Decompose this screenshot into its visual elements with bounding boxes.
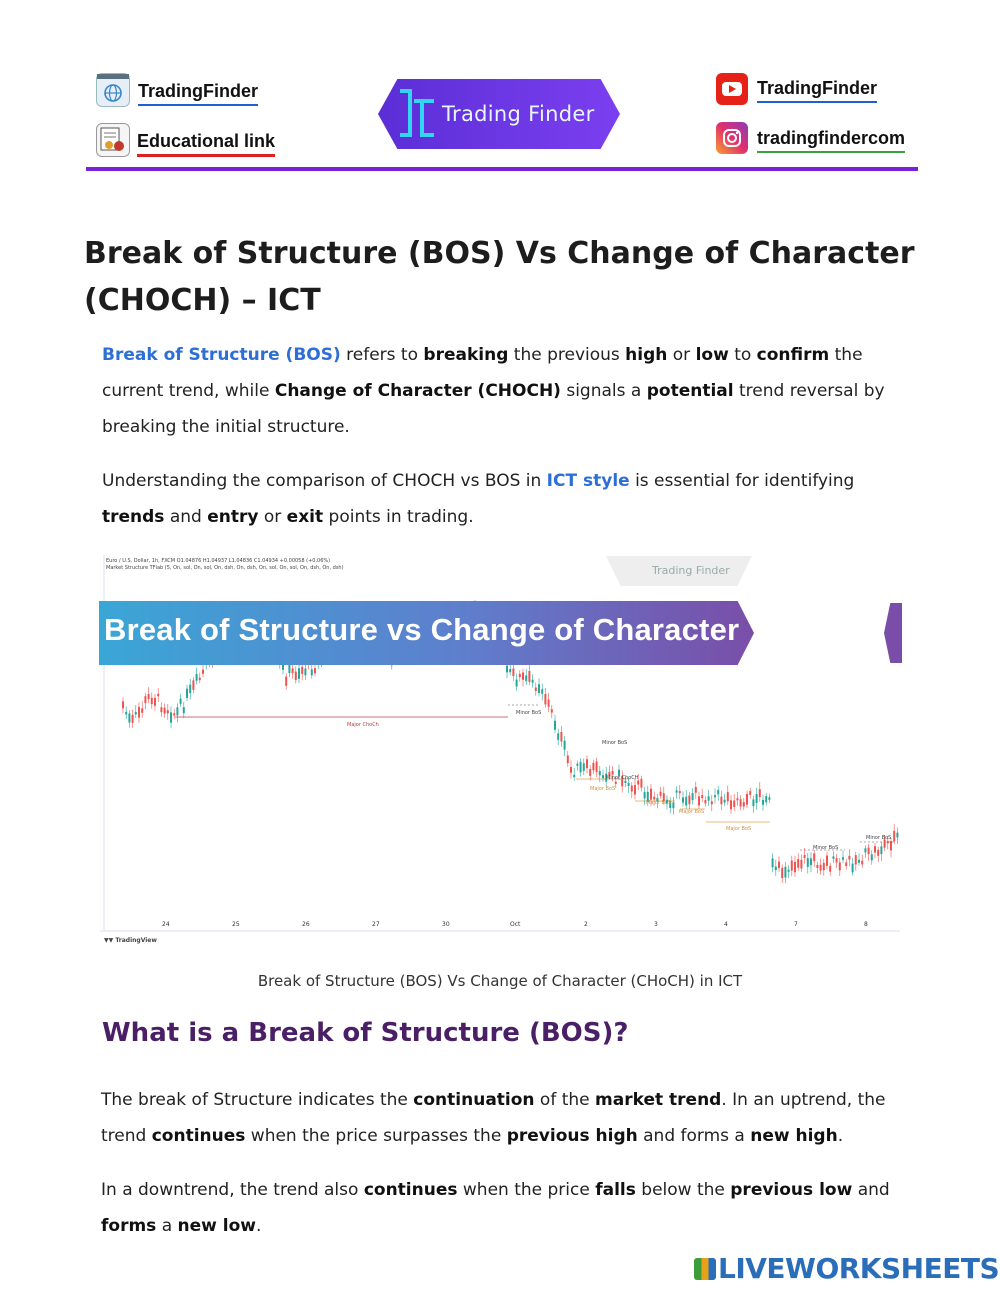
candle [522, 673, 524, 680]
logo-text: Trading Finder [442, 102, 595, 126]
comparison-paragraph: Understanding the comparison of CHOCH vs BOS in ICT style is essential for identifying trends and entry or exit points in trading. [102, 471, 855, 527]
candle [532, 680, 534, 683]
candle [778, 862, 780, 868]
youtube-link[interactable]: TradingFinder [757, 78, 877, 103]
candle [887, 841, 889, 843]
candle [580, 762, 582, 773]
candle [752, 799, 754, 806]
header-divider [86, 167, 918, 171]
figure-banner-text: Break of Structure vs Change of Character [104, 612, 740, 647]
candle [285, 677, 287, 686]
candle [164, 708, 166, 714]
candle [586, 759, 588, 768]
candle [800, 860, 802, 869]
section-heading: What is a Break of Structure (BOS)? [102, 1018, 629, 1048]
candle [602, 775, 604, 778]
candle [512, 668, 514, 676]
liveworksheets-icon [694, 1258, 716, 1280]
candle [628, 783, 630, 786]
chart-label: Minor BoS [602, 740, 628, 746]
chart-label: Major BoS [590, 786, 616, 792]
candle [848, 856, 850, 860]
instagram-icon [716, 122, 748, 154]
candle [727, 792, 729, 801]
candle [557, 733, 559, 740]
symbol-info: Euro / U.S. Dollar, 1h, FXCM O1.04876 H1.04937 L1.04836 C1.04934 +0.00058 (+0.06%) [106, 558, 331, 564]
candle [768, 797, 770, 799]
x-tick: 24 [162, 921, 170, 928]
candle [509, 669, 511, 672]
candle [708, 796, 710, 800]
candle [756, 794, 758, 803]
watermark-text: Trading Finder [652, 564, 730, 577]
candle [311, 669, 313, 675]
candle [765, 796, 767, 802]
chart-label: Major BoS [679, 809, 705, 815]
x-tick: 4 [724, 921, 728, 928]
candle [861, 861, 863, 865]
candle [631, 786, 633, 792]
candle [874, 846, 876, 852]
candle [832, 856, 834, 858]
candle [896, 833, 898, 838]
candle [845, 862, 847, 866]
candle [829, 866, 831, 872]
candle [679, 791, 681, 793]
candle [858, 860, 860, 863]
candle [141, 708, 143, 713]
candle [157, 694, 159, 696]
chart-label: Major BoS [726, 826, 752, 832]
candle [820, 865, 822, 871]
candle [877, 850, 879, 856]
candle [711, 801, 713, 804]
document-icon [96, 123, 130, 157]
candle [304, 669, 306, 676]
x-tick: 2 [584, 921, 588, 928]
candle [189, 685, 191, 693]
x-tick: 27 [372, 921, 380, 928]
candle [564, 741, 566, 750]
candle [746, 794, 748, 805]
chart-label: Minor BoS [813, 845, 839, 851]
website-link[interactable]: TradingFinder [138, 81, 258, 106]
candle [637, 781, 639, 785]
globe-icon [96, 73, 130, 107]
candle [548, 699, 550, 706]
x-tick: 8 [864, 921, 868, 928]
candle [596, 761, 598, 772]
chart-label: Minor BoS [866, 835, 892, 841]
candle [797, 859, 799, 868]
candle [295, 672, 297, 680]
candle [573, 775, 575, 777]
candle [695, 787, 697, 793]
candle [810, 858, 812, 865]
candle [167, 710, 169, 713]
candle [554, 721, 556, 730]
bos-paragraph-1: The break of Structure indicates the continuation of the market trend. In an uptrend, the trend continues when the price surpasses the previous high and forms a new high. [101, 1090, 886, 1146]
candle [871, 854, 873, 860]
x-tick: 30 [442, 921, 450, 928]
candle [644, 792, 646, 798]
candle [736, 798, 738, 800]
candle [170, 712, 172, 722]
candle [660, 792, 662, 796]
chart-label: Minor ChoCH [606, 775, 639, 781]
candle [135, 712, 137, 714]
candle [714, 795, 716, 797]
candle [816, 865, 818, 868]
candle [890, 841, 892, 850]
candle [576, 764, 578, 766]
x-tick: 25 [232, 921, 240, 928]
candle [762, 800, 764, 805]
candle [615, 782, 617, 784]
candle [717, 790, 719, 794]
candle [672, 802, 674, 808]
chart-label: Minor BoS [516, 710, 542, 716]
candle [775, 867, 777, 871]
candle [682, 797, 684, 802]
candle [570, 767, 572, 773]
candle [528, 671, 530, 682]
candle [160, 707, 162, 712]
candle [772, 858, 774, 867]
candle [538, 684, 540, 693]
candle [519, 674, 521, 677]
candle [535, 688, 537, 692]
candle [199, 678, 201, 680]
candle [128, 713, 130, 722]
candle [823, 863, 825, 870]
candle [560, 732, 562, 742]
x-tick: 26 [302, 921, 310, 928]
candle [852, 864, 854, 873]
candle [855, 855, 857, 864]
candle [733, 801, 735, 808]
candle [749, 791, 751, 795]
bos-link[interactable]: Break of Structure (BOS) [102, 345, 341, 365]
candle [807, 858, 809, 867]
candle [192, 680, 194, 689]
candle [692, 793, 694, 800]
bos-paragraph-2: In a downtrend, the trend also continues when the price falls below the previous low and forms a new low. [101, 1180, 890, 1236]
tradingview-icon: ▼▼ [104, 937, 116, 944]
candle [125, 712, 127, 715]
candle [298, 668, 300, 679]
figure-caption: Break of Structure (BOS) Vs Change of Character (CHoCH) in ICT [257, 972, 743, 990]
liveworksheets-brand: LIVEWORKSHEETS [694, 1252, 999, 1285]
candle [506, 666, 508, 673]
educational-link[interactable]: Educational link [137, 131, 275, 157]
candle [144, 696, 146, 703]
candle [839, 862, 841, 870]
candle [794, 862, 796, 872]
candle [804, 855, 806, 858]
candle [202, 670, 204, 674]
x-tick: 3 [654, 921, 658, 928]
candle [154, 698, 156, 706]
candle [784, 867, 786, 878]
candle [301, 667, 303, 674]
candle [791, 861, 793, 871]
candle [640, 779, 642, 788]
candle [183, 707, 185, 713]
candle [292, 668, 294, 673]
candle [186, 689, 188, 698]
chart-label: Major ChoCh [347, 722, 379, 728]
chart-label: Major BoS [646, 800, 672, 806]
candle [880, 846, 882, 854]
candle [176, 707, 178, 715]
candle [759, 789, 761, 797]
candle [781, 868, 783, 878]
candle [826, 856, 828, 866]
candle [634, 785, 636, 794]
candle [122, 701, 124, 708]
candle [148, 694, 150, 699]
candle [868, 848, 870, 854]
candle [196, 674, 198, 681]
candle [589, 769, 591, 776]
candle [743, 802, 745, 807]
candle [893, 831, 895, 841]
candle [525, 676, 527, 682]
candle [836, 858, 838, 862]
candle [551, 709, 553, 712]
candle [314, 668, 316, 673]
x-tick: Oct [510, 921, 521, 928]
instagram-link[interactable]: tradingfindercom [757, 128, 905, 153]
candle [842, 857, 844, 860]
candle [688, 796, 690, 805]
candle [288, 664, 290, 673]
candle [740, 799, 742, 806]
candle [567, 756, 569, 764]
indicator-info: Market Structure TFlab (5, On, sol, On, sol, On, dsh, On, dsh, On, sol, On, sol, On, dsh, On, dsh) [106, 565, 344, 571]
candle [599, 771, 601, 775]
candle [544, 694, 546, 704]
candle [730, 800, 732, 809]
candle [624, 781, 626, 783]
intro-paragraph: Break of Structure (BOS) refers to breaking the previous high or low to confirm the current trend, while Change of Character (CHOCH) signals a potential trend reversal by breaking the initial structure. [102, 345, 885, 437]
ict-style-link[interactable]: ICT style [546, 471, 630, 491]
youtube-icon [716, 73, 748, 105]
candle [701, 795, 703, 798]
candle [541, 689, 543, 693]
candle [516, 679, 518, 686]
candle [698, 796, 700, 805]
candle [151, 698, 153, 704]
candle [180, 699, 182, 704]
candle [685, 797, 687, 806]
x-tick: 7 [794, 921, 798, 928]
candle [813, 853, 815, 861]
candle [720, 797, 722, 805]
page-title: Break of Structure (BOS) Vs Change of Character (CHOCH) – ICT [84, 236, 915, 318]
candle [788, 870, 790, 872]
candle [583, 763, 585, 771]
candle [132, 715, 134, 723]
candle [676, 790, 678, 792]
candle [138, 707, 140, 718]
candle [592, 763, 594, 771]
candle [724, 800, 726, 803]
candle [173, 713, 175, 715]
tradingview-logo: ▼▼ TradingView [104, 937, 157, 944]
candle [864, 848, 866, 852]
candle [650, 789, 652, 800]
candle [704, 800, 706, 803]
